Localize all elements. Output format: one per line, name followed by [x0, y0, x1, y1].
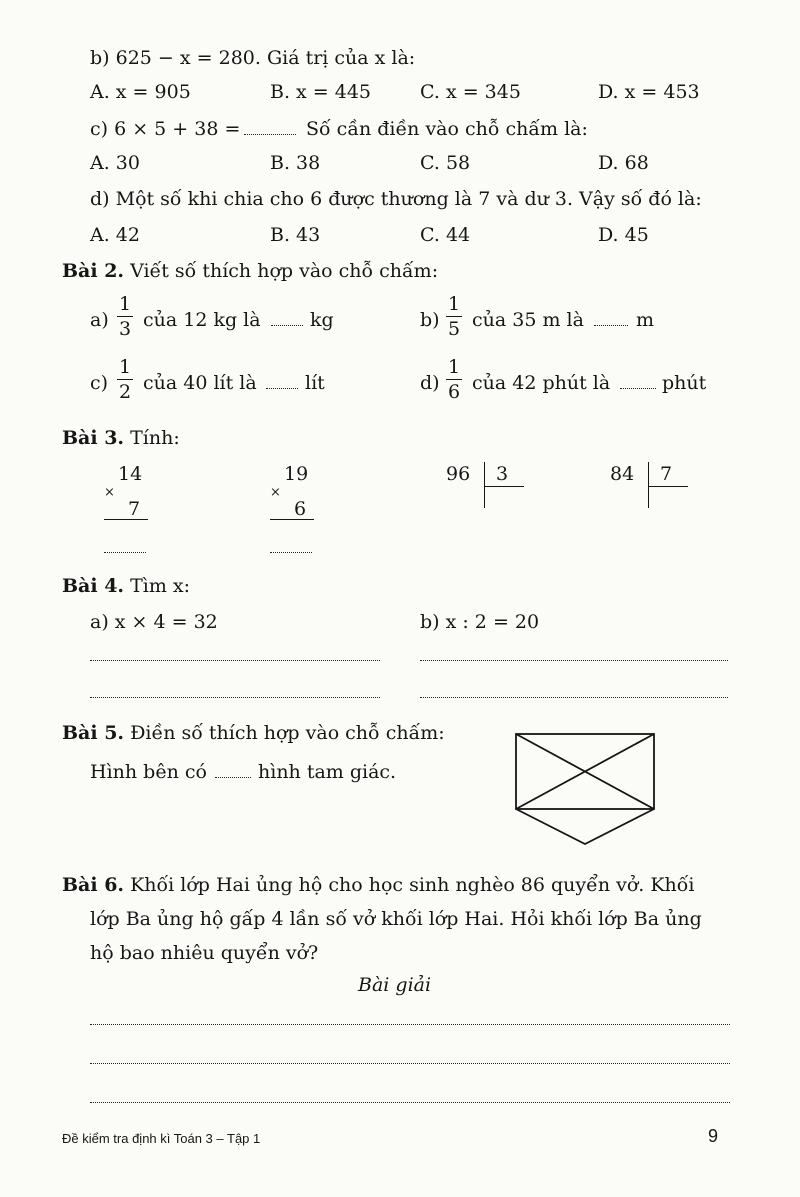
mul2-bottom: 6 [294, 498, 307, 520]
mul2-result-line [270, 519, 314, 520]
bai2-a-label: a) [90, 309, 109, 331]
mul1-operator: × [104, 485, 115, 500]
bai2-title [62, 259, 438, 283]
bai2-b-unit: m [636, 309, 655, 331]
mul1-answer-blank [104, 552, 146, 553]
bai2-c-text: của 40 lít là [143, 372, 257, 394]
option-1c-c: C. 58 [420, 152, 471, 174]
option-1b-c: C. x = 345 [420, 81, 521, 103]
bai5-instruction: Điền số thích hợp vào chỗ chấm: [130, 722, 445, 744]
bai4-b: b) x : 2 = 20 [420, 611, 540, 633]
solution-line-2 [90, 1063, 730, 1064]
bai4-title [62, 574, 190, 598]
bai3-heading: Bài 3. [62, 427, 125, 449]
fraction-numerator: 1 [118, 293, 132, 315]
bai5-title [62, 721, 445, 745]
fraction-denominator: 6 [447, 381, 461, 403]
bai4-b-work-line-1 [420, 660, 728, 661]
bai2-a-unit: kg [310, 309, 334, 331]
div1-vertical-line [484, 462, 485, 508]
fraction-numerator: 1 [447, 356, 461, 378]
figure-bottom-triangle [516, 809, 654, 844]
bai6-line-1 [62, 873, 695, 897]
option-1b-b: B. x = 445 [270, 81, 372, 103]
option-1c-a: A. 30 [90, 152, 140, 174]
option-1c-b: B. 38 [270, 152, 321, 174]
bai2-b-label: b) [420, 309, 440, 331]
mul2-answer-blank [270, 552, 312, 553]
answer-blank-1c [244, 134, 296, 135]
question-1c-left: c) 6 × 5 + 38 = [90, 118, 241, 140]
bai2-d-text: của 42 phút là [472, 372, 611, 394]
question-1b-text: 625 − x = 280. Giá trị của x là: [115, 47, 416, 69]
mul2-top: 19 [284, 463, 309, 485]
fraction-numerator: 1 [118, 356, 132, 378]
bai2-b-text: của 35 m là [472, 309, 584, 331]
answer-blank-2a [271, 325, 303, 326]
mul1-bottom: 7 [128, 498, 141, 520]
bai6-text-1: Khối lớp Hai ủng hộ cho học sinh nghèo 86 quyển vở. Khối [130, 874, 695, 896]
div1-divisor: 3 [496, 463, 509, 485]
div2-dividend: 84 [610, 463, 635, 485]
bai5-line-left: Hình bên có [90, 761, 207, 783]
question-1d: d) Một số khi chia cho 6 được thương là 7 và dư 3. Vậy số đó là: [90, 188, 702, 210]
fraction-1-2 [117, 356, 133, 403]
question-1c-right: Số cần điền vào chỗ chấm là: [306, 118, 588, 140]
bai3-title [62, 426, 180, 450]
option-1d-c: C. 44 [420, 224, 471, 246]
div1-dividend: 96 [446, 463, 471, 485]
bai2-c-label: c) [90, 372, 109, 394]
option-1b-d: D. x = 453 [598, 81, 700, 103]
div2-horizontal-line [648, 486, 688, 487]
bai2-instruction: Viết số thích hợp vào chỗ chấm: [130, 260, 439, 282]
page-number: 9 [708, 1126, 719, 1146]
bai6-heading: Bài 6. [62, 874, 125, 896]
div1-horizontal-line [484, 486, 524, 487]
bai4-instruction: Tìm x: [130, 575, 191, 597]
mul2-operator: × [270, 485, 281, 500]
bai5-heading: Bài 5. [62, 722, 125, 744]
fraction-denominator: 5 [447, 318, 461, 340]
fraction-numerator: 1 [447, 293, 461, 315]
bai2-d-label: d) [420, 372, 440, 394]
div2-divisor: 7 [660, 463, 673, 485]
question-1b [90, 46, 415, 70]
bai4-a-work-line-2 [90, 697, 380, 698]
option-1d-d: D. 45 [598, 224, 649, 246]
bai2-a-text: của 12 kg là [143, 309, 261, 331]
book-title: Đề kiểm tra định kì Toán 3 – Tập 1 [62, 1131, 261, 1146]
answer-blank-5 [215, 777, 251, 778]
mul1-top: 14 [118, 463, 143, 485]
solution-line-3 [90, 1102, 730, 1103]
fraction-denominator: 2 [118, 381, 132, 403]
fraction-1-5 [446, 293, 462, 340]
option-1d-a: A. 42 [90, 224, 140, 246]
bai6-line-3: hộ bao nhiêu quyển vở? [90, 942, 319, 964]
div2-vertical-line [648, 462, 649, 508]
answer-blank-2b [594, 325, 628, 326]
bai4-a-work-line-1 [90, 660, 380, 661]
answer-blank-2c [266, 388, 298, 389]
bai4-heading: Bài 4. [62, 575, 125, 597]
solution-title: Bài giải [358, 974, 432, 996]
mul1-result-line [104, 519, 148, 520]
fraction-denominator: 3 [118, 318, 132, 340]
triangle-figure [510, 728, 660, 850]
option-1d-b: B. 43 [270, 224, 321, 246]
fraction-1-3 [117, 293, 133, 340]
bai6-line-2: lớp Ba ủng hộ gấp 4 lần số vở khối lớp Hai. Hỏi khối lớp Ba ủng [90, 908, 702, 930]
bai3-instruction: Tính: [130, 427, 180, 449]
question-1b-label: b) [90, 47, 116, 69]
solution-line-1 [90, 1024, 730, 1025]
bai4-a: a) x × 4 = 32 [90, 611, 218, 633]
fraction-1-6 [446, 356, 462, 403]
bai5-line-right: hình tam giác. [258, 761, 397, 783]
bai2-c-unit: lít [305, 372, 325, 394]
answer-blank-2d [620, 388, 656, 389]
option-1c-d: D. 68 [598, 152, 649, 174]
bai2-heading: Bài 2. [62, 260, 125, 282]
bai2-d-unit: phút [662, 372, 707, 394]
bai4-b-work-line-2 [420, 697, 728, 698]
option-1b-a: A. x = 905 [90, 81, 191, 103]
